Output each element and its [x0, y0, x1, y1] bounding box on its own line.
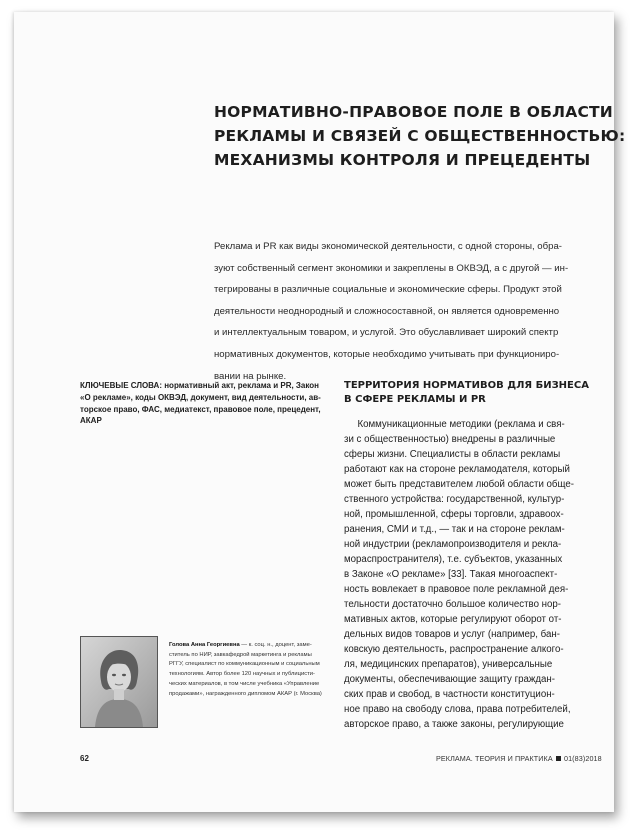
body-line: Коммуникационные методики (реклама и свя-: [344, 419, 565, 430]
author-bio-line: ститель по НИР, завкафедрой маркетинга и рекламы: [169, 651, 312, 658]
keywords-block: [80, 380, 330, 427]
article-title-line: РЕКЛАМЫ И СВЯЗЕЙ С ОБЩЕСТВЕННОСТЬЮ:: [214, 127, 626, 145]
author-photo: [80, 636, 158, 728]
body-line: тельности достаточно большое количество нор-: [344, 599, 562, 610]
body-line: мораспространителя), т.е. субъектов, указанных: [344, 554, 563, 565]
author-bio-first-line: [169, 641, 344, 651]
section-heading-line: ТЕРРИТОРИЯ НОРМАТИВОВ ДЛЯ БИЗНЕСА: [344, 380, 589, 391]
body-line: сферы жизни. Специалисты в области рекламы: [344, 449, 561, 460]
body-line: мативных актов, которые регулируют оборот от-: [344, 614, 562, 625]
section-heading-line: В СФЕРЕ РЕКЛАМЫ И PR: [344, 394, 486, 405]
body-line: работают как на стороне рекламодателя, который: [344, 464, 570, 475]
keywords-line: «О рекламе», коды ОКВЭД, документ, вид деятельности, ав-: [80, 392, 321, 402]
keywords-line: КЛЮЧЕВЫЕ СЛОВА: нормативный акт, реклама и PR, Закон: [80, 381, 319, 390]
author-bio-text: — к. соц. н., доцент, заме-: [239, 642, 312, 648]
body-line: ной индустрии (рекламопроизводителя и рекла-: [344, 539, 562, 550]
issue-number: 01(83)2018: [563, 754, 602, 763]
body-line: ля, медицинских препаратов), универсальные: [344, 659, 553, 670]
section-heading: [344, 379, 604, 407]
author-bio-line: технологиям. Автор более 120 научных и публицисти-: [169, 671, 315, 678]
body-line: ских прав и свобод, в частности конституцион-: [344, 689, 555, 700]
body-line: авторское право, а также законы, регулирующие: [344, 719, 564, 730]
author-name: Голова Анна Георгиевна: [169, 642, 240, 648]
article-abstract: [214, 236, 596, 387]
article-title: [214, 100, 626, 172]
journal-name: РЕКЛАМА. ТЕОРИЯ И ПРАКТИКА: [436, 754, 553, 763]
abstract-line: и интеллектуальным товаром, и услугой. Это обуславливает широкий спектр: [214, 327, 559, 339]
body-line: ственного устройства: государственной, культур-: [344, 494, 565, 505]
abstract-line: Реклама и PR как виды экономической деятельности, с одной стороны, обра-: [214, 241, 563, 252]
author-bio-line: продажами», награжденного дипломом АКАР (г. Москва): [169, 690, 322, 697]
running-footer: [436, 754, 602, 763]
journal-page: [14, 12, 626, 812]
body-line: дельных видов товаров и услуг (например, бан-: [344, 629, 560, 640]
author-bio-line: РГГУ, специалист по коммуникационным и социальным: [169, 661, 320, 668]
body-line: ность вовлекает в правовое поле рекламной дея-: [344, 584, 569, 595]
square-bullet-icon: [556, 756, 561, 761]
article-title-line: НОРМАТИВНО-ПРАВОВОЕ ПОЛЕ В ОБЛАСТИ: [214, 103, 613, 121]
keywords-line: торское право, ФАС, медиатекст, правовое поле, прецедент,: [80, 404, 321, 414]
author-bio: [169, 641, 344, 699]
body-line: ное право на свободу слова, права потребителей,: [344, 704, 571, 715]
body-line: ранения, СМИ и т.д., — так и на стороне реклам-: [344, 524, 565, 535]
body-line: в Законе «О рекламе» [33]. Такая многоаспект-: [344, 569, 558, 580]
body-line: документы, обеспечивающие защиту граждан-: [344, 674, 555, 685]
body-text: [344, 417, 606, 732]
page-number: 62: [80, 754, 89, 763]
abstract-line: вании на рынке.: [214, 370, 287, 382]
article-title-line: МЕХАНИЗМЫ КОНТРОЛЯ И ПРЕЦЕДЕНТЫ: [214, 151, 591, 169]
abstract-line: нормативных документов, которые необходимо учитывать при функциониро-: [214, 348, 560, 360]
author-bio-line: ческих материалов, в том числе учебника «Управление: [169, 680, 320, 687]
author-portrait-image: [81, 637, 157, 727]
body-line: ной, промышленной, сферы торговли, здравоох-: [344, 509, 564, 520]
body-line: зи с общественностью) внедрены в различные: [344, 434, 556, 445]
abstract-line: зуют собственный сегмент экономики и закреплены в ОКВЭД, а с другой — ин-: [214, 262, 569, 274]
body-line: может быть представителем любой области обще-: [344, 479, 574, 490]
keywords-line: АКАР: [80, 416, 102, 426]
abstract-line: деятельности неоднородный и сложносоставной, он является одновременно: [214, 305, 560, 317]
body-line: ковскую деятельность, распространение алкого-: [344, 644, 564, 655]
abstract-line: тегрированы в различные социальные и экономические сферы. Продукт этой: [214, 284, 562, 296]
